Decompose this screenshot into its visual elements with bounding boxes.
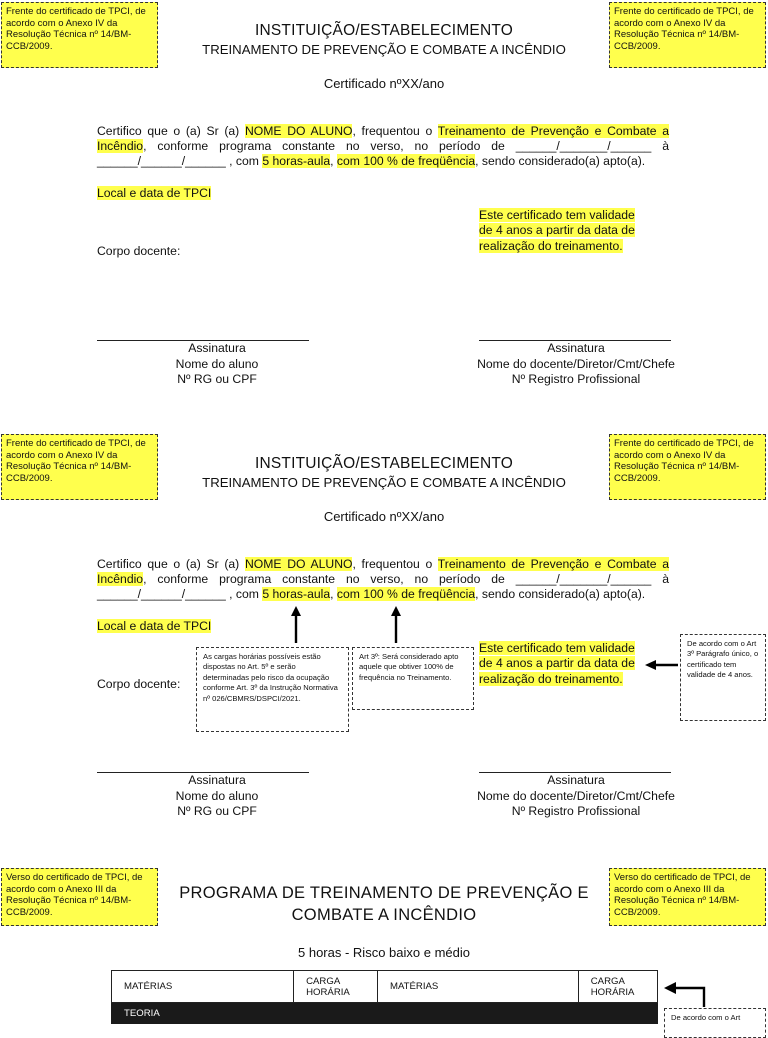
teacher-signature-block (466, 341, 686, 388)
verso-note-left: Verso do certificado de TPCI, de acordo com o Anexo III da Resolução Técnica nº 14/BM-CCB/2009. (1, 868, 158, 926)
student-name-label: Nome do aluno (175, 788, 259, 803)
text-end: , sendo considerado(a) apto(a). (475, 154, 646, 168)
student-name-field: NOME DO ALUNO (244, 124, 353, 138)
text-certifico: Certifico que o (a) Sr (a) (97, 557, 240, 571)
section-teoria: TEORIA (112, 1003, 658, 1024)
program-subtitle: 5 horas - Risco baixo e médio (298, 945, 470, 960)
training-name-field: Treinamento de Prevenção e Combate a (437, 557, 670, 571)
text-comma: , (330, 587, 334, 601)
program-title: PROGRAMA DE TREINAMENTO DE PREVENÇÃO E COMBATE A INCÊNDIO (179, 884, 589, 924)
header-materias-2: MATÉRIAS (378, 971, 579, 1003)
local-date-field: Local e data de TPCI (97, 186, 212, 200)
teacher-signature-block-2 (466, 773, 686, 820)
training-name-field-cont: Incêndio (97, 139, 144, 153)
text-dates: ______/______/______ , com (97, 154, 259, 168)
text-programa: , conforme programa constante no verso, no período de ______/_______/______ à (143, 572, 669, 586)
signature-label: Assinatura (188, 773, 246, 787)
text-dates: ______/______/______ , com (97, 587, 259, 601)
table-annotation: De acordo com o Art (664, 1008, 766, 1038)
signature-label: Assinatura (188, 341, 246, 355)
local-date-field-2: Local e data de TPCI (97, 619, 212, 633)
header-carga-horaria-2: CARGA HORÁRIA (578, 971, 657, 1003)
text-programa: , conforme programa constante no verso, no período de ______/_______/______ à (143, 139, 669, 153)
frequency-field: com 100 % de freqüência (336, 587, 476, 601)
verso-note-right: Verso do certificado de TPCI, de acordo com o Anexo III da Resolução Técnica nº 14/BM-CCB/2009. (609, 868, 766, 926)
certificate-paragraph (97, 124, 669, 169)
student-signature-block-2 (137, 773, 297, 820)
faculty-label-2: Corpo docente: (97, 677, 181, 691)
hours-field: 5 horas-aula (262, 154, 331, 168)
text-certifico: Certifico que o (a) Sr (a) (97, 124, 240, 138)
certificate-number-2: Certificado nºXX/ano (323, 509, 445, 524)
table-header-row (112, 971, 658, 1003)
text-frequentou: , frequentou o (352, 124, 433, 138)
arrow-up-icon (288, 606, 304, 644)
arrow-up-icon (388, 606, 404, 644)
teacher-name-label: Nome do docente/Diretor/Cmt/Chefe (477, 788, 675, 803)
student-signature-block (137, 341, 297, 388)
validity-text: Este certificado tem validade de 4 anos a partir da data de realização do treinamento. (479, 208, 635, 253)
header-materias: MATÉRIAS (112, 971, 294, 1003)
student-id-label: Nº RG ou CPF (177, 804, 257, 818)
student-name-field: NOME DO ALUNO (244, 557, 353, 571)
student-id-label: Nº RG ou CPF (177, 372, 257, 386)
institution-title-2: INSTITUIÇÃO/ESTABELECIMENTO (254, 455, 514, 472)
training-subtitle: TREINAMENTO DE PREVENÇÃO E COMBATE A INCÊNDIO (202, 42, 566, 57)
training-name-field: Treinamento de Prevenção e Combate a (437, 124, 670, 138)
table-section-row (112, 1003, 658, 1024)
arrow-left-bent-icon (664, 978, 708, 1008)
teacher-name-label: Nome do docente/Diretor/Cmt/Chefe (477, 356, 675, 371)
signature-label: Assinatura (547, 773, 605, 787)
hours-field: 5 horas-aula (262, 587, 331, 601)
front-note-left: Frente do certificado de TPCI, de acordo com o Anexo IV da Resolução Técnica nº 14/BM-CCB/2009. (1, 2, 158, 68)
validity-annotation: De acordo com o Art 3º Parágrafo único, o certificado tem validade de 4 anos. (680, 634, 766, 721)
certificate-number: Certificado nºXX/ano (323, 76, 445, 91)
registry-label: Nº Registro Profissional (511, 804, 641, 818)
student-name-label: Nome do aluno (175, 356, 259, 371)
arrow-left-icon (645, 657, 679, 673)
front-note-left-2: Frente do certificado de TPCI, de acordo com o Anexo IV da Resolução Técnica nº 14/BM-CCB/2009. (1, 434, 158, 500)
signature-label: Assinatura (547, 341, 605, 355)
text-comma: , (330, 154, 334, 168)
training-subtitle-2: TREINAMENTO DE PREVENÇÃO E COMBATE A INCÊNDIO (202, 475, 566, 490)
front-note-right: Frente do certificado de TPCI, de acordo com o Anexo IV da Resolução Técnica nº 14/BM-CCB/2009. (609, 2, 766, 68)
frequency-field: com 100 % de freqüência (336, 154, 476, 168)
validity-text-2: Este certificado tem validade de 4 anos a partir da data de realização do treinamento. (479, 641, 635, 686)
certificate-paragraph-2 (97, 557, 669, 602)
frequency-annotation: Art 3º: Será considerado apto aquele que obtiver 100% de frequência no Treinamento. (352, 647, 474, 710)
header-carga-horaria: CARGA HORÁRIA (294, 971, 378, 1003)
training-name-field-cont: Incêndio (97, 572, 144, 586)
faculty-label: Corpo docente: (97, 244, 181, 258)
hours-annotation: As cargas horárias possíveis estão dispostas no Art. 5º e serão determinadas pelo risco da ocupação conforme Art. 3º da Instrução Normativa nº 026/CBMRS/DSPCI/2021. (196, 647, 349, 732)
program-table (111, 970, 658, 1024)
text-end: , sendo considerado(a) apto(a). (475, 587, 646, 601)
registry-label: Nº Registro Profissional (511, 372, 641, 386)
text-frequentou: , frequentou o (352, 557, 433, 571)
front-note-right-2: Frente do certificado de TPCI, de acordo com o Anexo IV da Resolução Técnica nº 14/BM-CCB/2009. (609, 434, 766, 500)
institution-title: INSTITUIÇÃO/ESTABELECIMENTO (254, 22, 514, 39)
